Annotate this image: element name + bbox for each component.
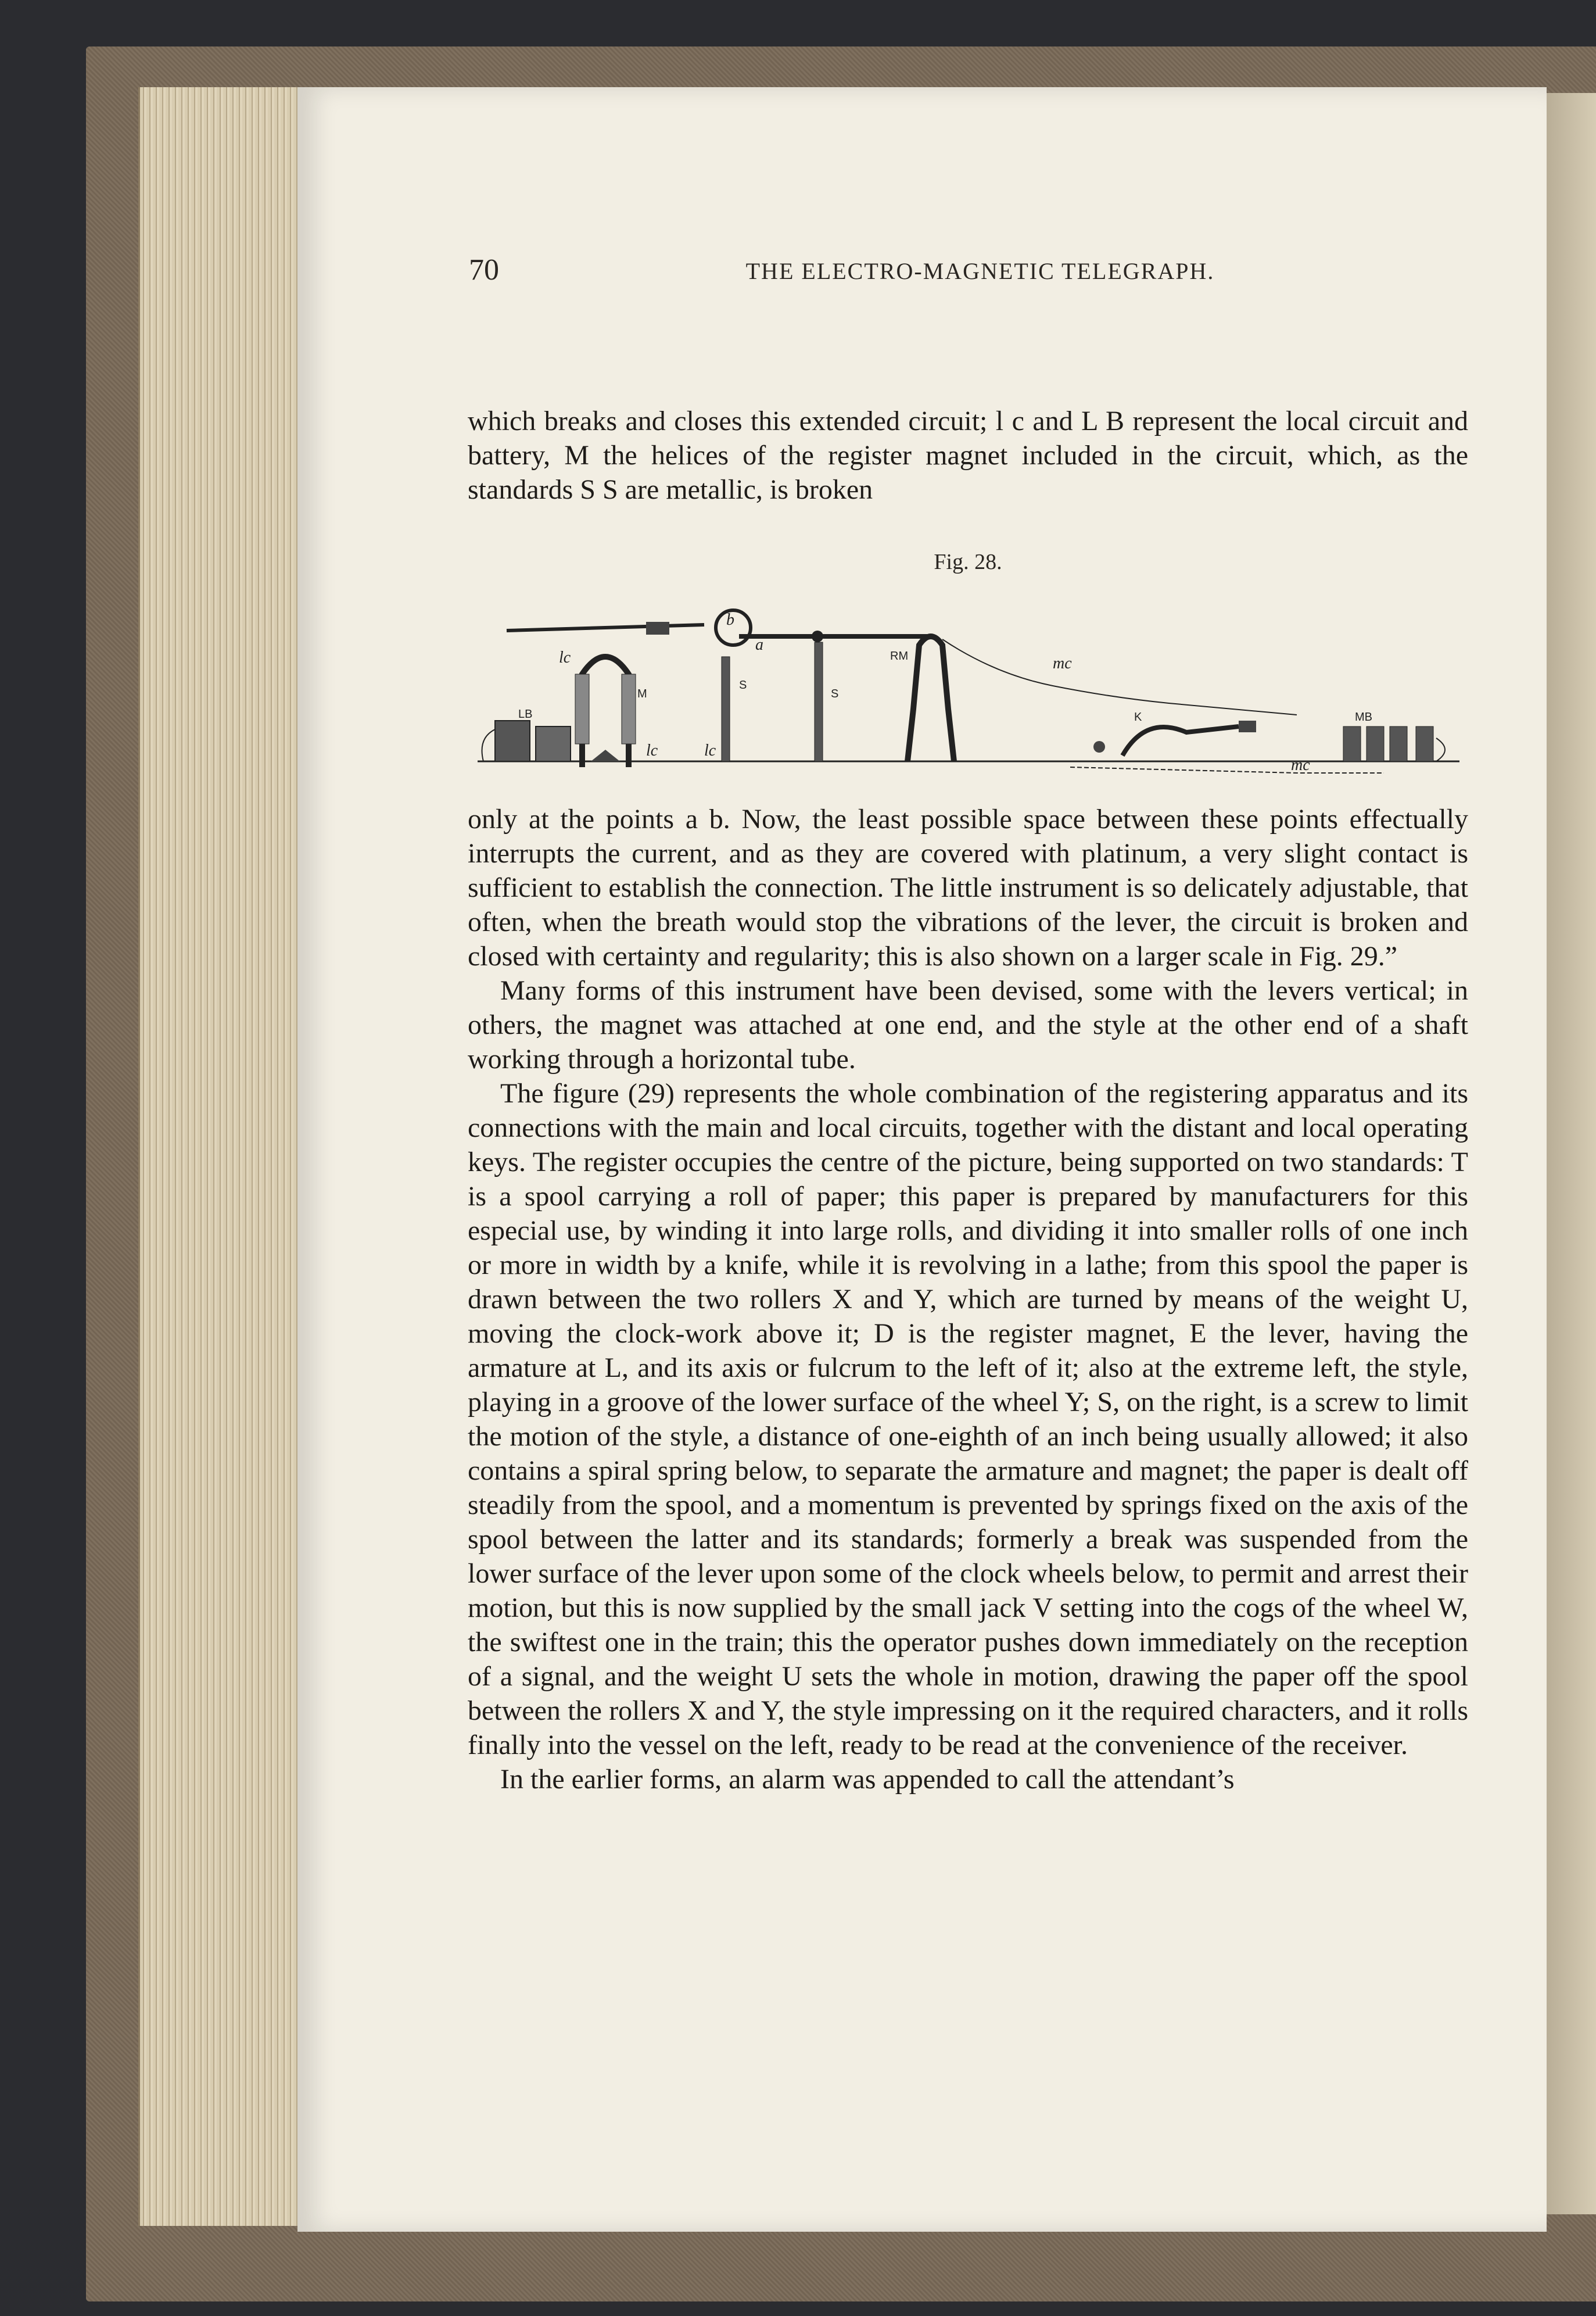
figure-label: lc xyxy=(704,742,716,760)
text-before-figure xyxy=(468,404,1468,507)
facing-page-edge xyxy=(1547,93,1596,2214)
page-header xyxy=(469,253,1491,293)
paragraph: In the earlier forms, an alarm was appended to call the attendant’s xyxy=(500,1764,1235,1795)
local-battery xyxy=(482,721,571,761)
figure-label: S xyxy=(831,688,839,700)
book-page xyxy=(297,87,1547,2232)
running-title: THE ELECTRO-MAGNETIC TELEGRAPH. xyxy=(745,258,1215,284)
figure-label: b xyxy=(726,611,734,629)
operating-key xyxy=(1093,721,1256,756)
figure-label: LB xyxy=(518,708,533,721)
figure-label: lc xyxy=(646,742,658,760)
page-number: 70 xyxy=(469,253,499,287)
telegraph-circuit-figure xyxy=(472,581,1471,779)
paragraph: which breaks and closes this extended circuit; l c and L B represent the local circuit and battery, M the helices of the register magnet included in the circuit, which, as the standards S S are metallic, is broken xyxy=(468,406,1468,505)
figure-label: K xyxy=(1134,711,1142,724)
paragraph: The figure (29) represents the whole combination of the registering apparatus and its connections with the main and local circuits, together with the distant and local operating keys. The register occupies the centre of the picture, being supported on two standards: T is a spool carrying a roll of paper; this paper is prepared by manufacturers for this especial use, by winding it into large rolls, and dividing it into smaller rolls of one inch or more in width by a knife, while it is revolving in a lathe; from this spool the paper is drawn between the two rollers X and Y, which are turned by means of the weight U, moving the clock-work above it; D is the register magnet, E the lever, having the armature at L, and its axis or fulcrum to the left of it; also at the extreme left, the style, playing in a groove of the lower surface of the wheel Y; S, on the right, is a screw to limit the motion of the style, a distance of one-eighth of an inch being usually allowed; it also contains a spiral spring below, to separate the armature and magnet; the paper is dealt off steadily from the spool, and a momentum is prevented by springs fixed on the axis of the spool between the latter and its standards; formerly a break was suspended from the lower surface of the lever upon some of the clock wheels below, to permit and arrest their motion, but this is now supplied by the small jack V setting into the cogs of the wheel W, the swiftest one in the train; this the operator pushes down immediately on the reception of a signal, and the weight U sets the whole in motion, drawing the paper off the spool between the rollers X and Y, the style impressing on it the required characters, and it rolls finally into the vessel on the left, ready to be read at the convenience of the receiver. xyxy=(468,1078,1468,1760)
paragraph: only at the points a b. Now, the least possible space between these points effectually interrupts the current, and as they are covered with platinum, a very slight contact is sufficient to establish the connection. The little instrument is so delicately adjustable, that often, when the breath would stop the vibrations of the lever, the circuit is broken and closed with certainty and regularity; this is also shown on a larger scale in Fig. 29.” xyxy=(468,804,1468,972)
figure-label: mc xyxy=(1291,756,1310,774)
figure-label: M xyxy=(637,688,647,700)
paragraph: Many forms of this instrument have been devised, some with the levers vertical; in others, the magnet was attached at one end, and the style at the other end of a shaft working through a horizontal tube. xyxy=(468,975,1468,1075)
figure-label: lc xyxy=(559,649,571,667)
figure-caption: Fig. 28. xyxy=(934,550,1002,574)
figure-label: mc xyxy=(1053,654,1072,672)
relay-magnet xyxy=(908,636,954,761)
text-after-figure xyxy=(468,802,1468,1796)
figure-label: MB xyxy=(1355,711,1372,724)
figure-label: S xyxy=(739,679,747,692)
register-magnet xyxy=(575,657,636,767)
main-battery xyxy=(1343,726,1445,761)
figure-label: a xyxy=(755,636,763,654)
figure-label: RM xyxy=(890,650,909,663)
